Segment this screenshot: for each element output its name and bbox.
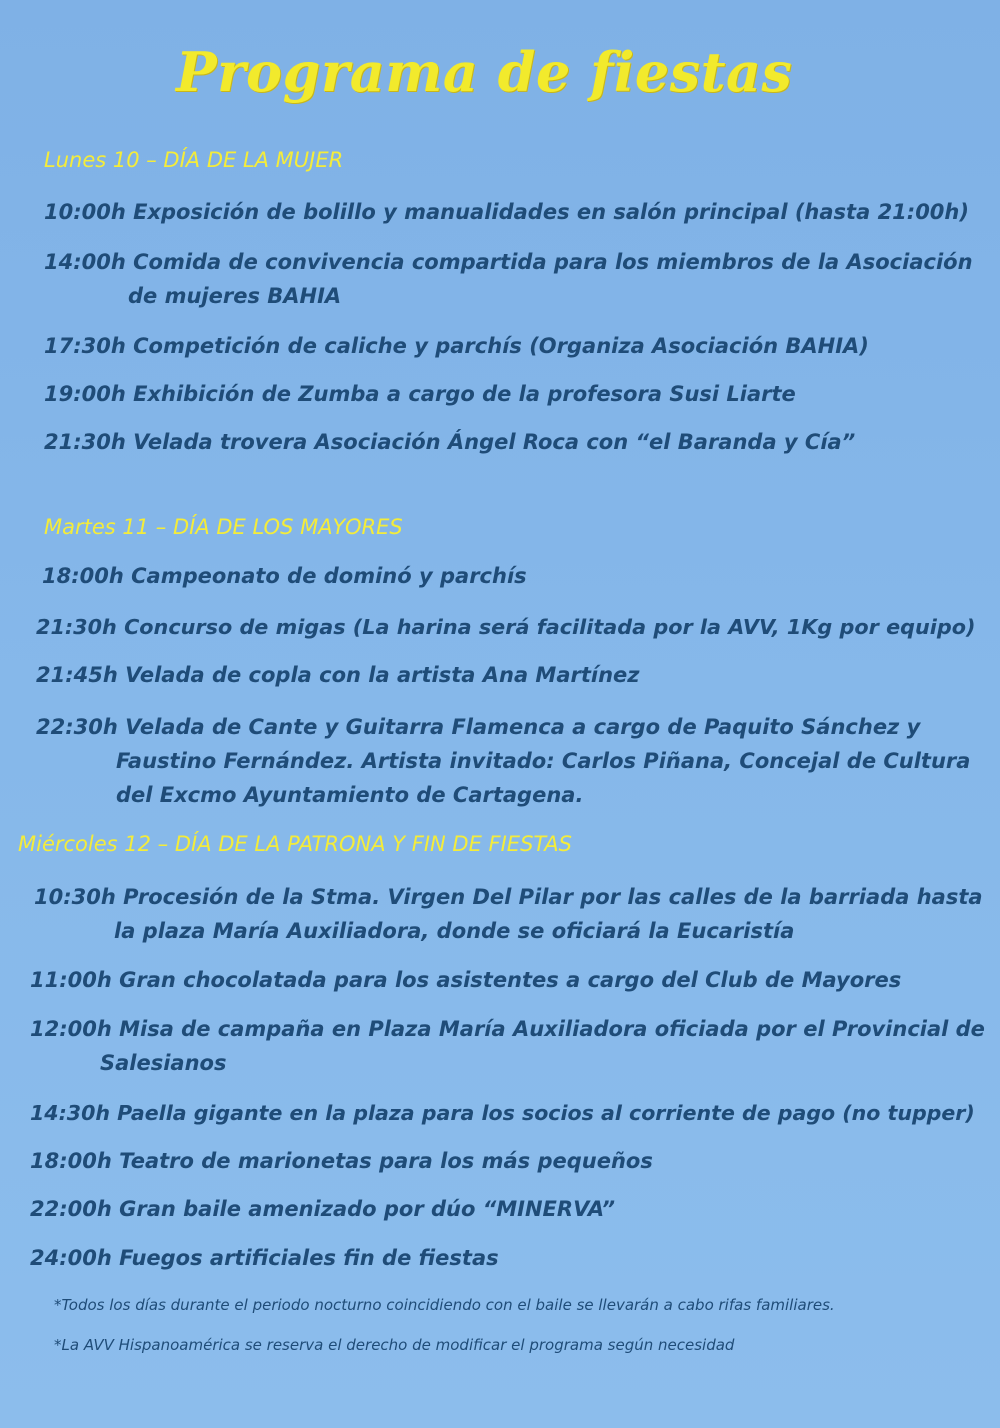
event-item xyxy=(44,425,855,459)
event-text: Misa de campaña en Plaza María Auxiliadora oficiada por el Provincial de xyxy=(119,1017,985,1041)
event-text: Teatro de marionetas para los más pequeños xyxy=(119,1149,653,1173)
event-item xyxy=(36,710,970,812)
event-text: Comida de convivencia compartida para los miembros de la Asociación xyxy=(133,250,973,274)
event-time: 14:00h xyxy=(44,250,126,274)
event-time: 14:30h xyxy=(30,1101,110,1125)
event-time: 11:00h xyxy=(30,968,112,992)
event-text: Fuegos artificiales fin de fiestas xyxy=(119,1246,499,1270)
event-text: Gran chocolatada para los asistentes a cargo del Club de Mayores xyxy=(119,968,902,992)
event-text: Exposición de bolillo y manualidades en salón principal (hasta 21:00h) xyxy=(133,200,969,224)
event-time: 21:30h xyxy=(36,615,117,639)
event-text: Velada de copla con la artista Ana Martínez xyxy=(125,663,640,687)
event-item xyxy=(30,1096,975,1130)
day-heading-lunes: Lunes 10 – DÍA DE LA MUJER xyxy=(44,148,344,172)
footnote: *La AVV Hispanoamérica se reserva el derecho de modificar el programa según necesidad xyxy=(54,1336,735,1354)
event-text-continued: de mujeres BAHIA xyxy=(128,284,342,308)
event-item xyxy=(30,1241,499,1275)
event-text: Campeonato de dominó y parchís xyxy=(131,564,527,588)
event-item xyxy=(36,610,975,644)
event-time: 12:00h xyxy=(30,1017,112,1041)
event-item xyxy=(44,377,796,411)
event-item xyxy=(44,245,973,313)
event-item xyxy=(44,195,969,229)
event-time: 18:00h xyxy=(30,1149,112,1173)
event-item xyxy=(42,559,527,593)
event-text-continued: Faustino Fernández. Artista invitado: Carlos Piñana, Concejal de Cultura xyxy=(116,749,971,773)
event-item xyxy=(30,1144,653,1178)
event-time: 10:00h xyxy=(44,200,126,224)
event-text-continued: del Excmo Ayuntamiento de Cartagena. xyxy=(116,783,584,807)
event-time: 21:45h xyxy=(36,663,118,687)
event-text: Competición de caliche y parchís (Organiza Asociación BAHIA) xyxy=(133,334,869,358)
event-text: Paella gigante en la plaza para los socios al corriente de pago (no tupper) xyxy=(117,1101,975,1125)
event-text: Velada de Cante y Guitarra Flamenca a cargo de Paquito Sánchez y xyxy=(125,715,921,739)
event-item xyxy=(44,329,869,363)
day-heading-martes: Martes 11 – DÍA DE LOS MAYORES xyxy=(44,515,403,539)
page-title: Programa de fiestas xyxy=(176,40,793,104)
event-time: 21:30h xyxy=(44,430,126,454)
event-item xyxy=(30,1012,985,1080)
day-heading-miercoles: Miércoles 12 – DÍA DE LA PATRONA Y FIN DE FIESTAS xyxy=(18,832,572,856)
event-item xyxy=(36,658,640,692)
event-time: 19:00h xyxy=(44,382,126,406)
event-time: 17:30h xyxy=(44,334,126,358)
event-time: 22:30h xyxy=(36,715,118,739)
event-text: Procesión de la Stma. Virgen Del Pilar por las calles de la barriada hasta xyxy=(123,885,983,909)
event-time: 24:00h xyxy=(30,1246,112,1270)
event-item xyxy=(34,880,983,948)
event-item xyxy=(30,963,901,997)
event-time: 18:00h xyxy=(42,564,124,588)
event-text: Velada trovera Asociación Ángel Roca con “el Baranda y Cía” xyxy=(133,430,856,454)
event-time: 22:00h xyxy=(30,1197,112,1221)
event-item xyxy=(30,1192,615,1226)
event-text-continued: Salesianos xyxy=(100,1051,227,1075)
event-text: Concurso de migas (La harina será facilitada por la AVV, 1Kg por equipo) xyxy=(124,615,976,639)
footnote: *Todos los días durante el periodo nocturno coincidiendo con el baile se llevarán a cabo rifas familiares. xyxy=(54,1296,835,1314)
event-text: Gran baile amenizado por dúo “MINERVA” xyxy=(119,1197,616,1221)
event-time: 10:30h xyxy=(34,885,116,909)
event-text-continued: la plaza María Auxiliadora, donde se oficiará la Eucaristía xyxy=(114,919,795,943)
event-text: Exhibición de Zumba a cargo de la profesora Susi Liarte xyxy=(133,382,796,406)
